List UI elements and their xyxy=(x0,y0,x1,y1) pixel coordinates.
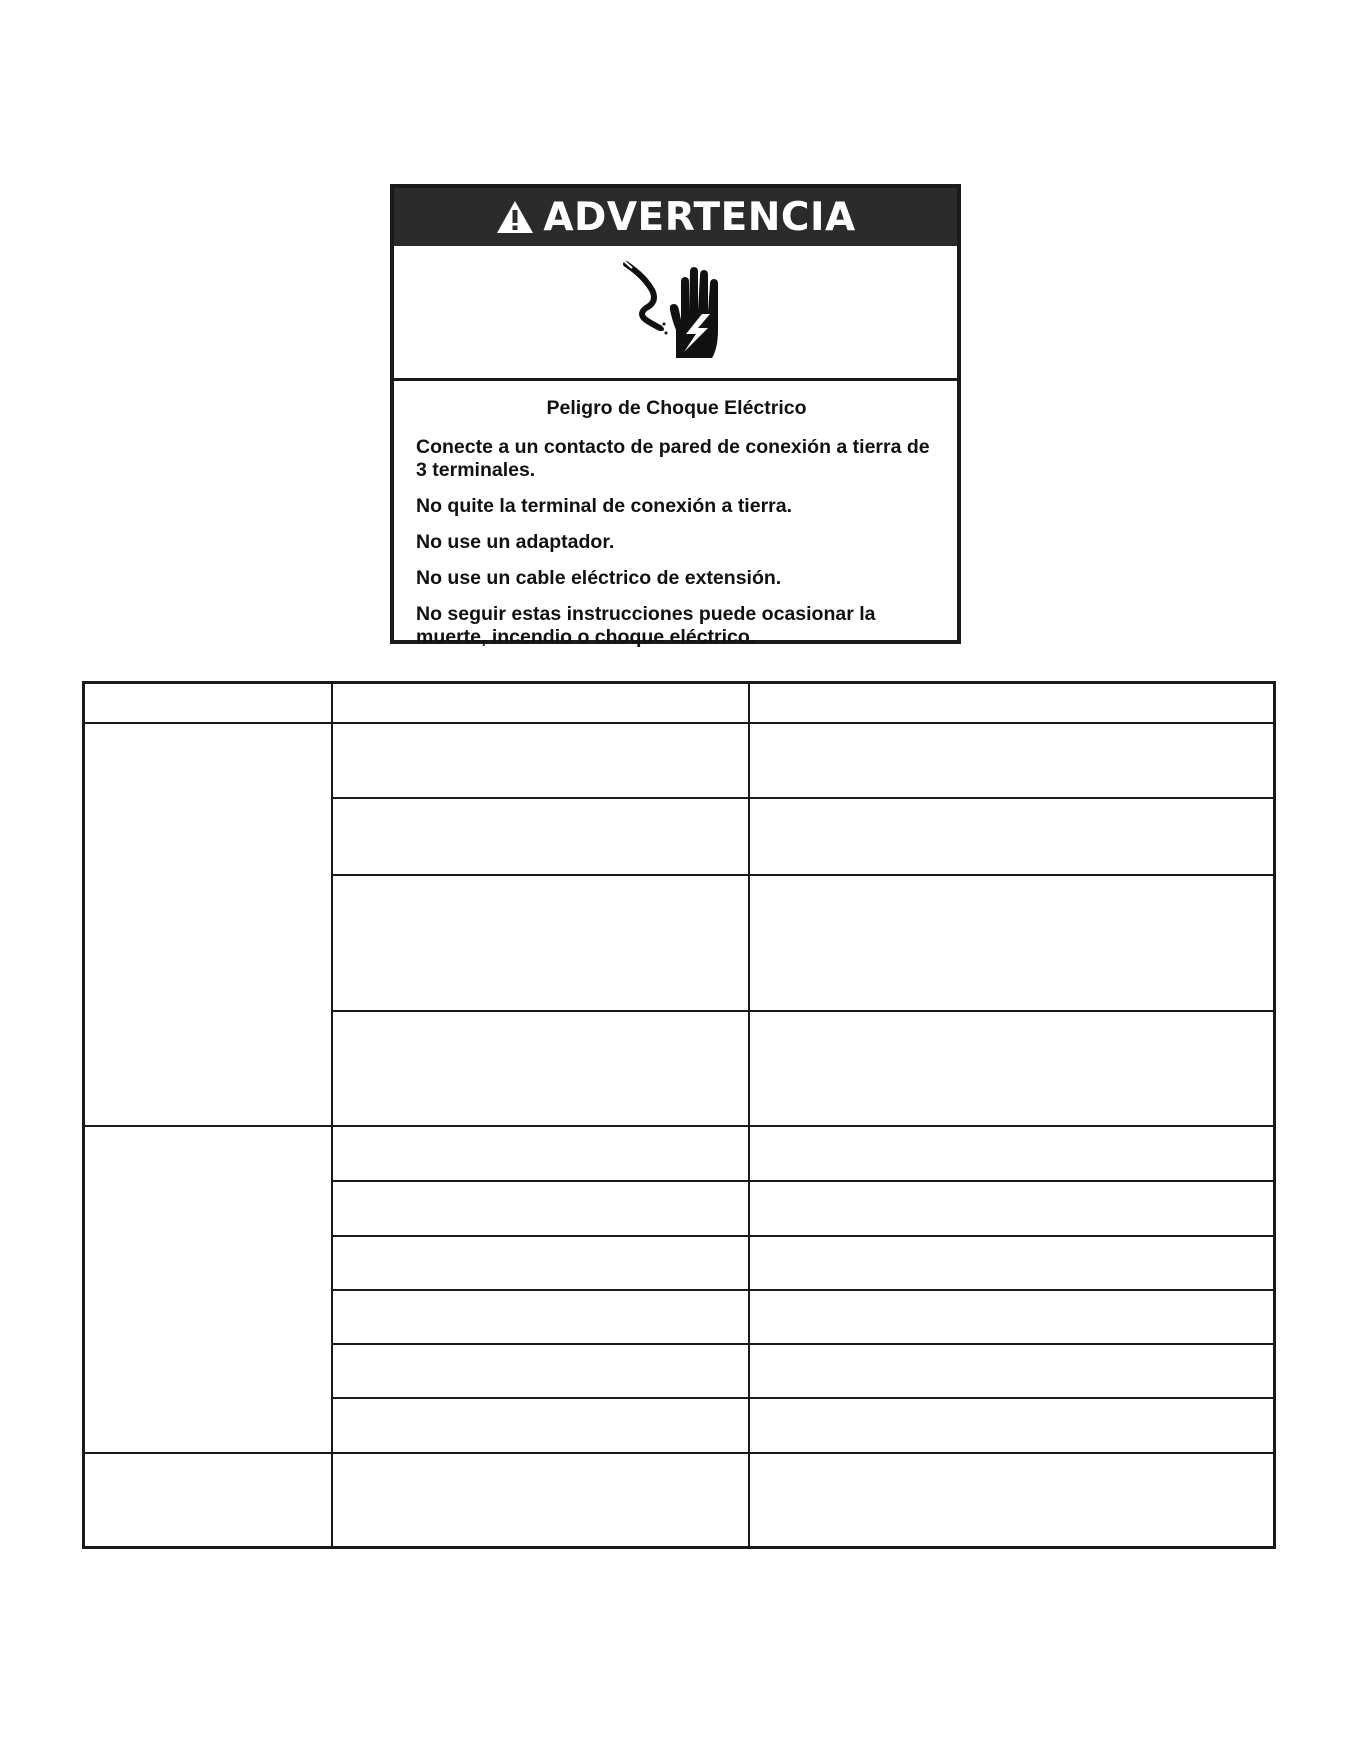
table-header-row xyxy=(84,683,1275,723)
table-cell xyxy=(332,1453,749,1548)
warning-line-adapter: No use un adaptador. xyxy=(416,531,615,553)
table-cell xyxy=(332,1236,749,1290)
table-cell xyxy=(749,683,1275,723)
table-cell xyxy=(332,683,749,723)
electric-shock-hand-icon xyxy=(616,258,736,366)
table-cell xyxy=(84,1453,332,1548)
table-cell xyxy=(332,1344,749,1398)
warning-line-ground-prong: No quite la terminal de conexión a tierra. xyxy=(416,495,793,517)
table-cell xyxy=(749,1398,1275,1453)
table-cell xyxy=(749,1181,1275,1236)
table-cell xyxy=(332,1011,749,1126)
warning-title: Peligro de Choque Eléctrico xyxy=(546,397,807,419)
warning-label xyxy=(390,184,961,648)
warning-line-consequence: No seguir estas instrucciones puede ocasionar la muerte, incendio o choque eléctrico. xyxy=(416,603,876,648)
table-cell xyxy=(332,875,749,1011)
table-cell xyxy=(749,798,1275,875)
table-cell xyxy=(332,798,749,875)
table-cell xyxy=(332,1126,749,1181)
table-cell xyxy=(84,723,332,1126)
table-cell xyxy=(332,723,749,798)
table-cell xyxy=(332,1290,749,1344)
table-cell xyxy=(332,1181,749,1236)
table-cell xyxy=(749,1344,1275,1398)
table-cell xyxy=(749,1453,1275,1548)
table-row xyxy=(84,1453,1275,1548)
table-cell xyxy=(84,1126,332,1453)
table-cell xyxy=(749,1011,1275,1126)
warning-line-grounded-outlet: Conecte a un contacto de pared de conexión a tierra de 3 terminales. xyxy=(416,436,930,481)
troubleshooting-table xyxy=(82,681,1276,1549)
table-cell xyxy=(749,1126,1275,1181)
warning-text xyxy=(394,381,957,649)
warning-line-extension-cord: No use un cable eléctrico de extensión. xyxy=(416,567,782,589)
warning-header-label: ADVERTENCIA xyxy=(543,194,856,240)
table-cell xyxy=(749,1236,1275,1290)
table-cell xyxy=(749,723,1275,798)
warning-triangle-icon xyxy=(495,199,535,235)
table-cell xyxy=(749,875,1275,1011)
warning-header xyxy=(394,188,957,246)
table-row xyxy=(84,723,1275,798)
table-cell xyxy=(84,683,332,723)
table-row xyxy=(84,1126,1275,1181)
table-cell xyxy=(749,1290,1275,1344)
table-cell xyxy=(332,1398,749,1453)
hazard-symbol-area xyxy=(394,246,957,381)
